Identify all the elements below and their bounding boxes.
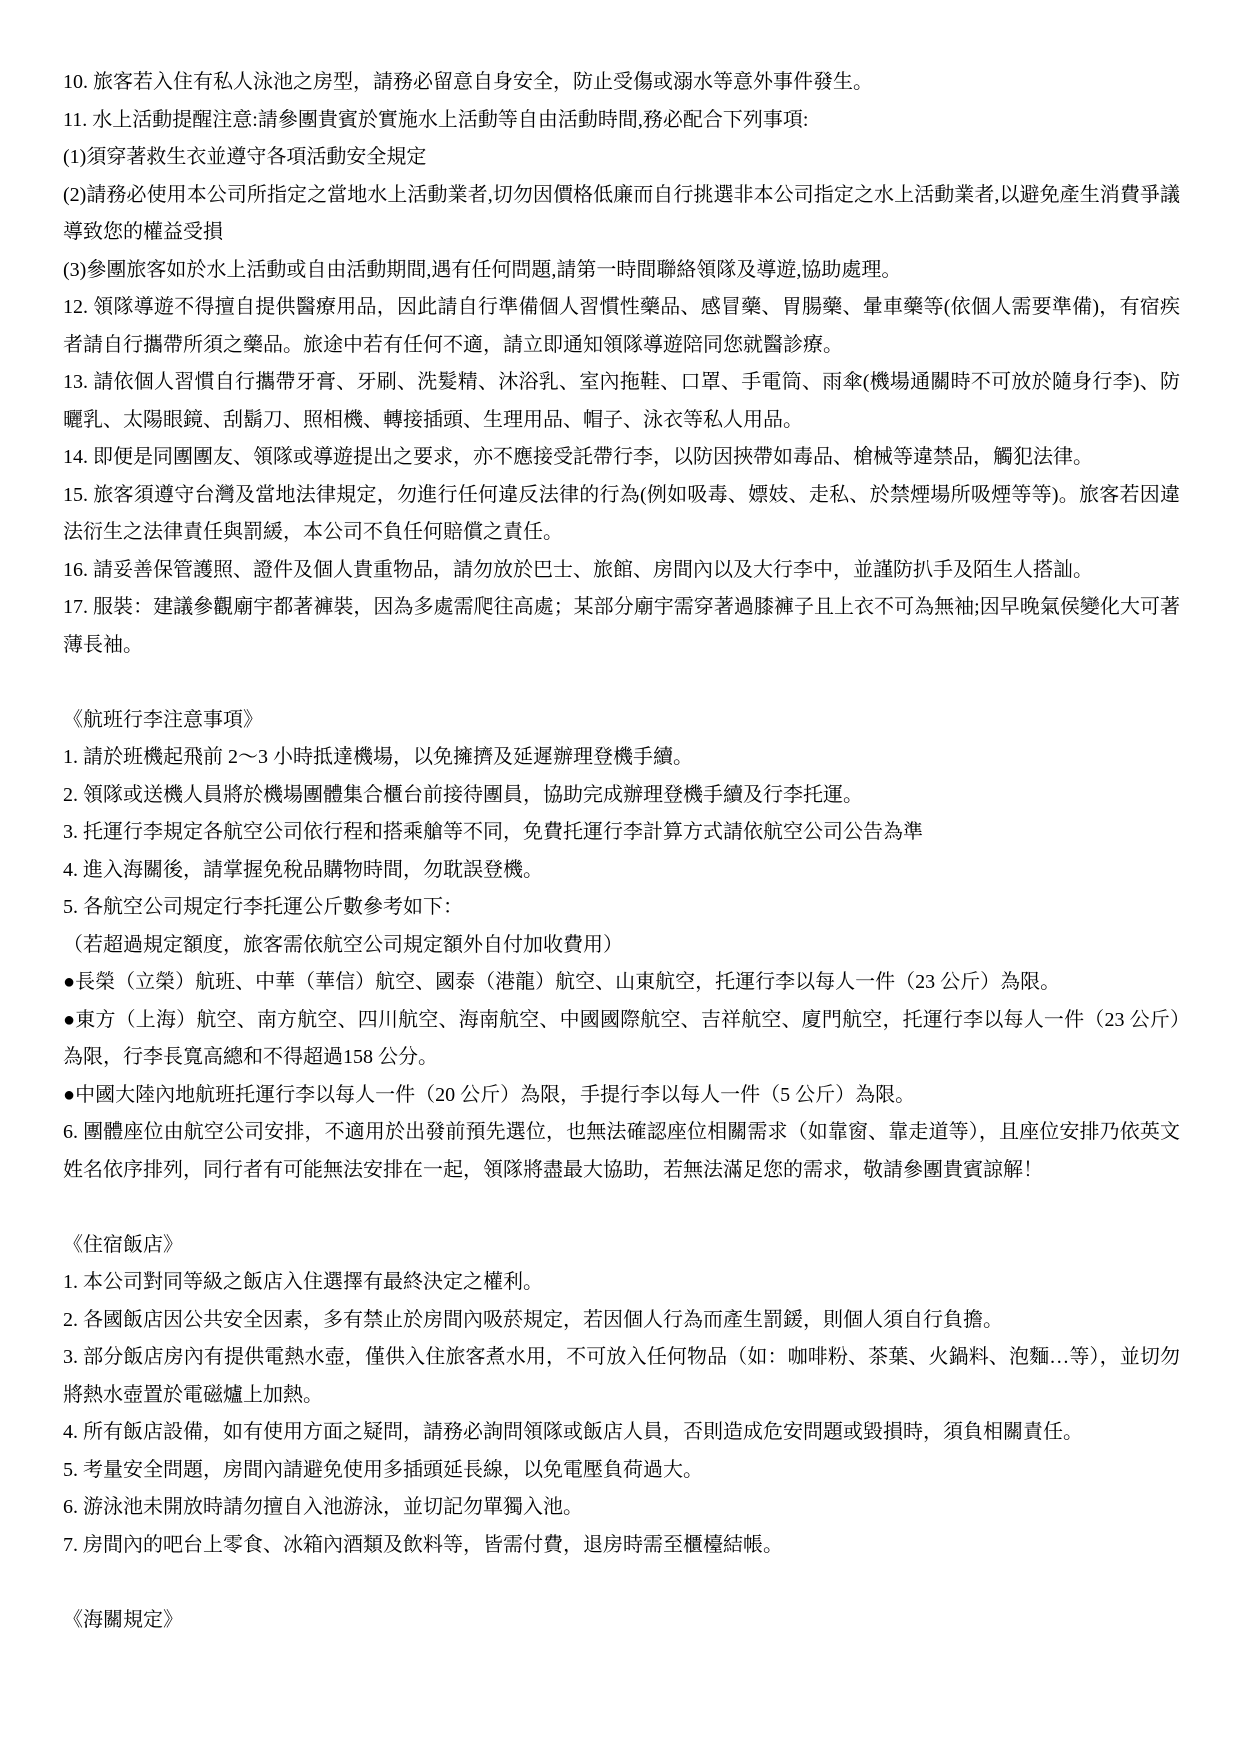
paragraph: (1)須穿著救生衣並遵守各項活動安全規定 <box>63 146 427 168</box>
paragraph: 6. 團體座位由航空公司安排，不適用於出發前預先選位，也無法確認座位相關需求（如靠窗、靠走道等），且座位安排乃依英文姓名依序排列，同行者有可能無法安排在一起，領隊將盡最大協助，若無法滿足您的需求，敬請參團貴賓諒解！ <box>63 1121 1180 1181</box>
paragraph: (2)請務必使用本公司所指定之當地水上活動業者,切勿因價格低廉而自行挑選非本公司指定之水上活動業者,以避免產生消費爭議導致您的權益受損 <box>63 183 1180 243</box>
paragraph: 13. 請依個人習慣自行攜帶牙膏、牙刷、洗髮精、沐浴乳、室內拖鞋、口罩、手電筒、雨傘(機場通關時不可放於隨身行李)、防曬乳、太陽眼鏡、刮鬍刀、照相機、轉接插頭、生理用品、帽子、泳衣等私人用品。 <box>63 371 1180 431</box>
paragraph: 12. 領隊導遊不得擅自提供醫療用品，因此請自行準備個人習慣性藥品、感冒藥、胃腸藥、暈車藥等(依個人需要準備)，有宿疾者請自行攜帶所須之藥品。旅途中若有任何不適，請立即通知領隊導遊陪同您就醫診療。 <box>63 296 1180 356</box>
paragraph: 7. 房間內的吧台上零食、冰箱內酒類及飲料等，皆需付費，退房時需至櫃檯結帳。 <box>63 1533 783 1556</box>
section-heading: 《海關規定》 <box>63 1608 183 1631</box>
paragraph: 14. 即便是同團團友、領隊或導遊提出之要求，亦不應接受託帶行李，以防因挾帶如毒品、槍械等違禁品，觸犯法律。 <box>63 446 1093 468</box>
section-heading: 《航班行李注意事項》 <box>63 708 263 731</box>
paragraph: 4. 所有飯店設備，如有使用方面之疑問，請務必詢問領隊或飯店人員，否則造成危安問題或毀損時，須負相關責任。 <box>63 1421 1083 1443</box>
paragraph: 11. 水上活動提醒注意:請參團貴賓於實施水上活動等自由活動時間,務必配合下列事項: <box>63 108 809 131</box>
paragraph: 4. 進入海關後，請掌握免稅品購物時間，勿耽誤登機。 <box>63 858 543 881</box>
paragraph: 1. 請於班機起飛前 2～3 小時抵達機場，以免擁擠及延遲辦理登機手續。 <box>63 746 693 768</box>
paragraph: 6. 游泳池未開放時請勿擅自入池游泳，並切記勿單獨入池。 <box>63 1496 583 1518</box>
paragraph: 2. 領隊或送機人員將於機場團體集合櫃台前接待團員，協助完成辦理登機手續及行李托運。 <box>63 783 863 806</box>
paragraph: 16. 請妥善保管護照、證件及個人貴重物品，請勿放於巴士、旅館、房間內以及大行李中，並謹防扒手及陌生人搭訕。 <box>63 558 1093 581</box>
paragraph: 2. 各國飯店因公共安全因素，多有禁止於房間內吸菸規定，若因個人行為而產生罰鍰，則個人須自行負擔。 <box>63 1308 1003 1331</box>
section-heading: 《住宿飯店》 <box>63 1233 183 1256</box>
paragraph: ●中國大陸內地航班托運行李以每人一件（20 公斤）為限，手提行李以每人一件（5 公斤）為限。 <box>63 1083 916 1106</box>
paragraph: 1. 本公司對同等級之飯店入住選擇有最終決定之權利。 <box>63 1271 543 1293</box>
paragraph: （若超過規定額度，旅客需依航空公司規定額外自付加收費用） <box>63 933 623 956</box>
paragraph: 10. 旅客若入住有私人泳池之房型，請務必留意自身安全，防止受傷或溺水等意外事件發生。 <box>63 71 873 93</box>
section-general-notices <box>63 64 1180 664</box>
paragraph: (3)參團旅客如於水上活動或自由活動期間,遇有任何問題,請第一時間聯絡領隊及導遊,協助處理。 <box>63 258 902 281</box>
paragraph: 15. 旅客須遵守台灣及當地法律規定，勿進行任何違反法律的行為(例如吸毒、嫖妓、走私、於禁煙場所吸煙等等)。旅客若因違法衍生之法律責任與罰緩，本公司不負任何賠償之責任。 <box>63 483 1180 543</box>
paragraph: 5. 考量安全問題，房間內請避免使用多插頭延長線，以免電壓負荷過大。 <box>63 1458 703 1481</box>
paragraph: 3. 托運行李規定各航空公司依行程和搭乘艙等不同，免費托運行李計算方式請依航空公司公告為準 <box>63 821 923 843</box>
paragraph: ●長榮（立榮）航班、中華（華信）航空、國泰（港龍）航空、山東航空，托運行李以每人一件（23 公斤）為限。 <box>63 971 1061 993</box>
paragraph: 5. 各航空公司規定行李托運公斤數參考如下： <box>63 896 463 918</box>
paragraph: 17. 服裝：建議參觀廟宇都著褲裝，因為多處需爬往高處；某部分廟宇需穿著過膝褲子且上衣不可為無袖;因早晚氣侯變化大可著薄長袖。 <box>63 596 1180 656</box>
section-hotel <box>63 1227 1180 1565</box>
section-customs <box>63 1602 1180 1640</box>
paragraph: 3. 部分飯店房內有提供電熱水壺，僅供入住旅客煮水用，不可放入任何物品（如：咖啡粉、茶葉、火鍋料、泡麵…等），並切勿將熱水壺置於電磁爐上加熱。 <box>63 1346 1180 1406</box>
section-flight-baggage <box>63 702 1180 1190</box>
paragraph: ●東方（上海）航空、南方航空、四川航空、海南航空、中國國際航空、吉祥航空、廈門航空，托運行李以每人一件（23 公斤）為限，行李長寬高總和不得超過158 公分。 <box>63 1008 1180 1068</box>
